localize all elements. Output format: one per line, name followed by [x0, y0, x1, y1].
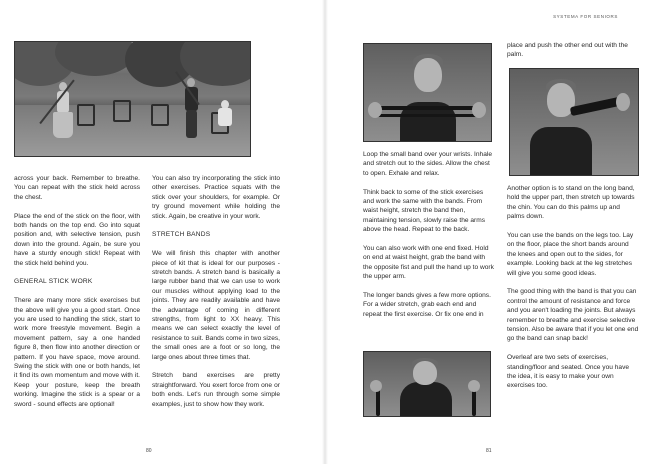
right-page-number: 81 — [486, 448, 492, 454]
right-page-column-1 — [363, 150, 495, 329]
right-page-column-2-top — [507, 41, 639, 69]
right-col1-paragraph-4: The longer bands gives a few more options. For a wider stretch, grab each end and repeat the first exercise. Or fix one end in — [363, 292, 491, 318]
right-page-column-2 — [507, 184, 639, 400]
left-page-column-2 — [152, 174, 280, 419]
left-page-column-1 — [14, 174, 140, 419]
right-col2-paragraph-2: You can use the bands on the legs too. Lay on the floor, place the short bands around the knees and open out to the sides, for example. Looking back at the leg stretches will give you some good ideas. — [507, 232, 634, 277]
left-col1-paragraph-2: Place the end of the stick on the floor, with both hands on the top end. Go into squat position and, with selective tension, push down into the ground. Again, be sure you have a sturdy enough stick! Repeat with the stick held behind you. — [14, 212, 140, 267]
left-page-number: 80 — [146, 448, 152, 454]
running-header: SYSTEMA FOR SENIORS — [553, 14, 618, 19]
left-col1-paragraph-3: There are many more stick exercises but the above will give you a good start. Once you are used to handling the stick, start to work more freestyle movement. Begin a movement pattern, say a one handed figure 8, then flow into another direction or pattern. If you have space, move around. Swing the stick with one or both hands, let it find its own momentum and move with it. Keep your posture, keep the breath working. Imagine the stick is a spear or a sword - sound effects are optional! — [14, 297, 140, 408]
small-band-stretch-photo — [363, 43, 492, 142]
left-col2-paragraph-2: We will finish this chapter with another piece of kit that is ideal for our purposes - stretch bands. A stretch band is basically a large rubber band that we can use to work our muscles without applying load to the joints. They are readily available and have the advantage of coming in different strengths, from light to XX heavy. This means we can select exactly the level of resistance to suit. Bands come in two sizes, the small ones are a foot or so long, the large ones about three times that. — [152, 250, 280, 361]
right-col1-paragraph-2: Think back to some of the stick exercises and work the same with the bands. From waist height, stretch the band then, maintaining tension, slowly raise the arms above the head. Repeat to the back. — [363, 188, 486, 234]
section-heading-stretch-bands: STRETCH BANDS — [152, 231, 211, 239]
right-col2-paragraph-1: Another option is to stand on the long band, hold the upper part, then stretch up towards the chin. You can do this palms up and palms down. — [507, 185, 635, 221]
left-col1-paragraph-1: across your back. Remember to breathe. You can repeat with the stick held across the chest. — [14, 175, 140, 201]
band-push-palm-photo — [509, 68, 639, 176]
right-col2-paragraph-4: Overleaf are two sets of exercises, standing/floor and seated. Once you have the idea, it is easy to make your own exercises too. — [507, 354, 630, 390]
right-col2-paragraph-0: place and push the other end out with the palm. — [507, 42, 628, 59]
left-col2-paragraph-1: You can also try incorporating the stick into other exercises. Practice squats with the stick over your shoulders, for example. Or try ground movement while holding the stick. Again, be creative in your work. — [152, 175, 280, 220]
right-col1-paragraph-1: Loop the small band over your wrists. Inhale and stretch out to the sides. Allow the chest to open. Exhale and relax. — [363, 151, 493, 177]
right-col2-paragraph-3: The good thing with the band is that you can control the amount of resistance and force and you aren't loading the joints. But always remember to breathe and exercise selective tension. Also be aware that if you let one end go the band can snap back! — [507, 288, 639, 343]
section-heading-general-stick-work: GENERAL STICK WORK — [14, 278, 93, 286]
long-band-stretch-photo — [363, 351, 491, 417]
garden-stick-exercise-photo — [14, 41, 251, 157]
left-col2-paragraph-3: Stretch band exercises are pretty straightforward. You exert force from one or both ends. Let's run through some simple examples, just to show how they work. — [152, 372, 280, 408]
right-page — [325, 0, 650, 464]
right-col1-paragraph-3: You can also work with one end fixed. Hold on end at waist height, grab the band with the opposite fist and pull the hand up to work the upper arm. — [363, 245, 494, 281]
